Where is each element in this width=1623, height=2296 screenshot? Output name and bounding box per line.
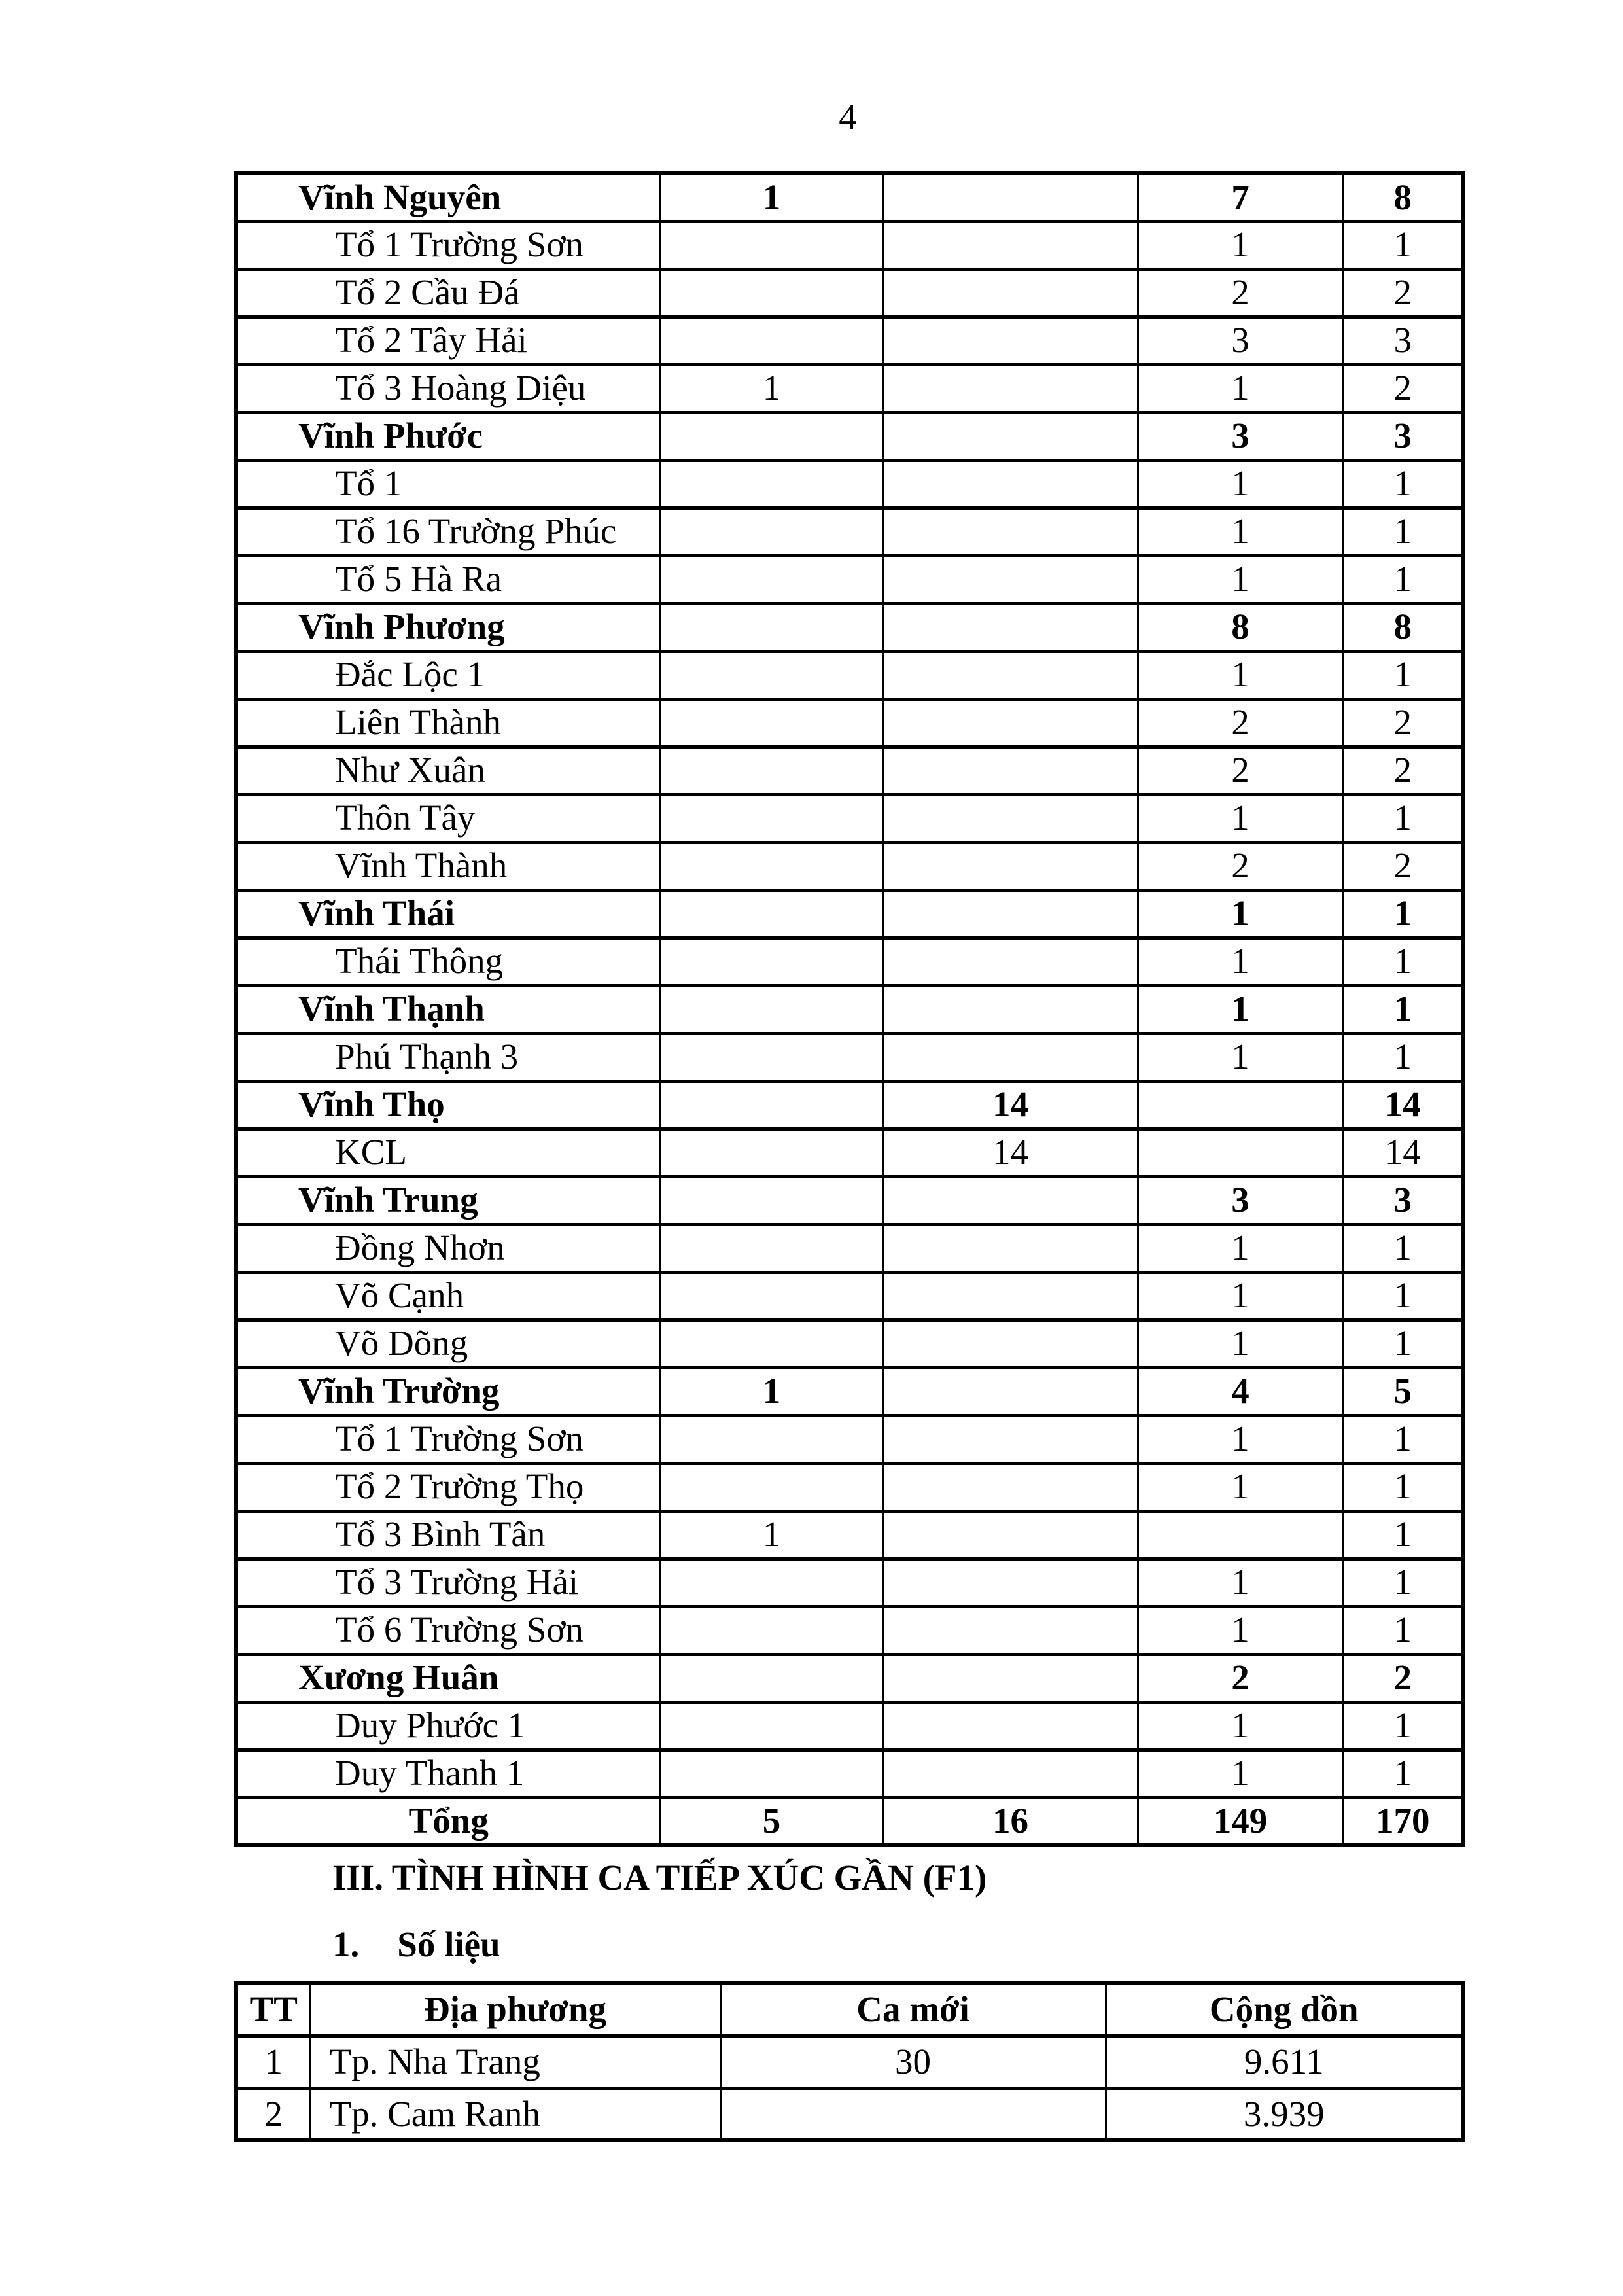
case-count-cell bbox=[883, 221, 1138, 269]
page-number: 4 bbox=[839, 97, 857, 137]
case-count-cell bbox=[883, 1654, 1138, 1702]
case-count-cell bbox=[1138, 1081, 1343, 1129]
row-index-cell: 1 bbox=[236, 2036, 310, 2088]
case-count-cell: 1 bbox=[660, 364, 883, 412]
case-count-cell bbox=[660, 412, 883, 460]
cumulative-cases-cell: 3.939 bbox=[1106, 2088, 1463, 2140]
f1-header-row bbox=[236, 1983, 1463, 2036]
case-count-cell: 1 bbox=[1138, 651, 1343, 699]
case-count-cell: 3 bbox=[1343, 412, 1463, 460]
case-count-cell: 3 bbox=[1138, 317, 1343, 364]
case-count-cell bbox=[883, 794, 1138, 842]
case-count-cell bbox=[660, 508, 883, 556]
case-count-cell bbox=[660, 747, 883, 794]
case-count-cell: 1 bbox=[1138, 985, 1343, 1033]
sub-area-row bbox=[236, 842, 1463, 890]
case-count-cell bbox=[660, 1606, 883, 1654]
case-count-cell bbox=[883, 1320, 1138, 1368]
case-count-cell: 1 bbox=[1138, 938, 1343, 985]
area-name-cell: Thái Thông bbox=[236, 938, 660, 985]
case-count-cell bbox=[883, 269, 1138, 317]
sub-area-row bbox=[236, 1559, 1463, 1606]
f1-header-cell: TT bbox=[236, 1983, 310, 2036]
ward-row bbox=[236, 1368, 1463, 1415]
case-count-cell bbox=[660, 1750, 883, 1797]
case-count-cell bbox=[883, 651, 1138, 699]
area-name-cell: Võ Dõng bbox=[236, 1320, 660, 1368]
area-name-cell: Tổ 3 Hoàng Diệu bbox=[236, 364, 660, 412]
sub-area-row bbox=[236, 794, 1463, 842]
case-count-cell: 1 bbox=[660, 1511, 883, 1559]
case-count-cell: 1 bbox=[1138, 221, 1343, 269]
area-name-cell: Tổ 1 Trường Sơn bbox=[236, 1415, 660, 1463]
area-name-cell: Tổ 2 Trường Thọ bbox=[236, 1463, 660, 1511]
case-count-cell: 5 bbox=[660, 1797, 883, 1845]
subsection-number: 1. bbox=[332, 1924, 360, 1964]
ward-row bbox=[236, 985, 1463, 1033]
case-count-cell bbox=[660, 603, 883, 651]
case-count-cell bbox=[883, 508, 1138, 556]
sub-area-row bbox=[236, 747, 1463, 794]
case-count-cell bbox=[660, 1559, 883, 1606]
case-count-cell bbox=[883, 1224, 1138, 1272]
case-count-cell: 1 bbox=[1343, 508, 1463, 556]
case-count-cell: 1 bbox=[1343, 651, 1463, 699]
case-count-cell bbox=[883, 556, 1138, 603]
case-count-cell bbox=[883, 699, 1138, 747]
case-count-cell: 2 bbox=[1138, 699, 1343, 747]
section-heading: III. TÌNH HÌNH CA TIẾP XÚC GẦN (F1) bbox=[332, 1858, 987, 1898]
case-count-cell bbox=[883, 1176, 1138, 1224]
case-count-cell: 1 bbox=[1138, 1463, 1343, 1511]
area-name-cell: Tổ 2 Cầu Đá bbox=[236, 269, 660, 317]
case-count-cell: 1 bbox=[1138, 1320, 1343, 1368]
case-count-cell: 1 bbox=[1138, 1415, 1343, 1463]
case-count-cell: 1 bbox=[1138, 1559, 1343, 1606]
case-count-cell: 1 bbox=[1138, 1606, 1343, 1654]
area-name-cell: Duy Phước 1 bbox=[236, 1702, 660, 1750]
ward-row bbox=[236, 1081, 1463, 1129]
area-name-cell: Vĩnh Thái bbox=[236, 890, 660, 938]
case-count-cell bbox=[883, 1272, 1138, 1320]
case-count-cell: 1 bbox=[1343, 890, 1463, 938]
case-count-cell bbox=[660, 1224, 883, 1272]
area-name-cell: Vĩnh Phước bbox=[236, 412, 660, 460]
area-name-cell: Võ Cạnh bbox=[236, 1272, 660, 1320]
case-count-cell bbox=[883, 890, 1138, 938]
case-count-cell: 1 bbox=[1138, 794, 1343, 842]
case-count-cell: 14 bbox=[883, 1129, 1138, 1176]
sub-area-row bbox=[236, 460, 1463, 508]
case-count-cell: 16 bbox=[883, 1797, 1138, 1845]
case-count-cell: 14 bbox=[1343, 1129, 1463, 1176]
sub-area-row bbox=[236, 508, 1463, 556]
case-count-cell: 1 bbox=[1343, 1415, 1463, 1463]
case-count-cell: 1 bbox=[1343, 221, 1463, 269]
case-count-cell: 1 bbox=[1343, 460, 1463, 508]
case-count-cell: 1 bbox=[1343, 938, 1463, 985]
sub-area-row bbox=[236, 1272, 1463, 1320]
case-count-cell bbox=[883, 1033, 1138, 1081]
case-count-cell: 1 bbox=[1343, 1272, 1463, 1320]
ward-row bbox=[236, 1176, 1463, 1224]
case-count-cell: 1 bbox=[660, 173, 883, 221]
sub-area-row bbox=[236, 1415, 1463, 1463]
f1-header-cell: Cộng dồn bbox=[1106, 1983, 1463, 2036]
case-count-cell bbox=[883, 985, 1138, 1033]
ward-row bbox=[236, 603, 1463, 651]
f1-row bbox=[236, 2036, 1463, 2088]
ward-row bbox=[236, 412, 1463, 460]
case-count-cell bbox=[660, 890, 883, 938]
case-count-cell: 14 bbox=[1343, 1081, 1463, 1129]
area-name-cell: Vĩnh Thọ bbox=[236, 1081, 660, 1129]
row-index-cell: 2 bbox=[236, 2088, 310, 2140]
area-name-cell: Tổ 1 bbox=[236, 460, 660, 508]
case-count-cell: 8 bbox=[1343, 603, 1463, 651]
case-count-cell bbox=[883, 747, 1138, 794]
case-count-cell: 5 bbox=[1343, 1368, 1463, 1415]
sub-area-row bbox=[236, 1702, 1463, 1750]
case-count-cell bbox=[660, 1654, 883, 1702]
f1-header-cell: Ca mới bbox=[720, 1983, 1106, 2036]
case-count-cell bbox=[883, 842, 1138, 890]
case-count-cell bbox=[660, 1176, 883, 1224]
case-count-cell bbox=[660, 699, 883, 747]
area-name-cell: Thôn Tây bbox=[236, 794, 660, 842]
case-count-cell bbox=[883, 173, 1138, 221]
case-count-cell: 7 bbox=[1138, 173, 1343, 221]
case-count-cell: 2 bbox=[1343, 269, 1463, 317]
ward-row bbox=[236, 173, 1463, 221]
f1-header-cell: Địa phương bbox=[310, 1983, 720, 2036]
subsection-title: Số liệu bbox=[397, 1924, 500, 1964]
case-count-cell: 1 bbox=[1138, 508, 1343, 556]
case-count-cell bbox=[883, 412, 1138, 460]
sub-area-row bbox=[236, 1463, 1463, 1511]
case-count-cell bbox=[883, 317, 1138, 364]
case-count-cell: 3 bbox=[1343, 1176, 1463, 1224]
case-count-cell: 2 bbox=[1343, 842, 1463, 890]
area-name-cell: Tổng bbox=[236, 1797, 660, 1845]
case-count-cell bbox=[1138, 1129, 1343, 1176]
case-count-cell bbox=[660, 460, 883, 508]
sub-area-row bbox=[236, 1511, 1463, 1559]
case-count-cell bbox=[660, 1033, 883, 1081]
area-case-table-body bbox=[236, 173, 1463, 1845]
case-count-cell bbox=[660, 1320, 883, 1368]
sub-area-row bbox=[236, 651, 1463, 699]
case-count-cell: 2 bbox=[1138, 269, 1343, 317]
case-count-cell: 1 bbox=[1138, 890, 1343, 938]
case-count-cell bbox=[883, 938, 1138, 985]
area-name-cell: Duy Thanh 1 bbox=[236, 1750, 660, 1797]
f1-table bbox=[234, 1981, 1465, 2142]
sub-area-row bbox=[236, 1320, 1463, 1368]
case-count-cell: 1 bbox=[1138, 460, 1343, 508]
case-count-cell: 2 bbox=[1138, 747, 1343, 794]
case-count-cell bbox=[883, 364, 1138, 412]
case-count-cell bbox=[660, 1129, 883, 1176]
case-count-cell bbox=[660, 651, 883, 699]
area-name-cell: Tổ 3 Bình Tân bbox=[236, 1511, 660, 1559]
case-count-cell bbox=[660, 221, 883, 269]
case-count-cell bbox=[660, 269, 883, 317]
area-name-cell: Tổ 6 Trường Sơn bbox=[236, 1606, 660, 1654]
case-count-cell: 3 bbox=[1343, 317, 1463, 364]
case-count-cell: 1 bbox=[1343, 985, 1463, 1033]
area-name-cell: Xương Huân bbox=[236, 1654, 660, 1702]
area-name-cell: Vĩnh Trung bbox=[236, 1176, 660, 1224]
case-count-cell: 1 bbox=[1343, 794, 1463, 842]
case-count-cell: 1 bbox=[1138, 1702, 1343, 1750]
total-row bbox=[236, 1797, 1463, 1845]
case-count-cell: 2 bbox=[1343, 364, 1463, 412]
sub-area-row bbox=[236, 1129, 1463, 1176]
area-name-cell: Đắc Lộc 1 bbox=[236, 651, 660, 699]
area-name-cell: Tổ 5 Hà Ra bbox=[236, 556, 660, 603]
area-name-cell: KCL bbox=[236, 1129, 660, 1176]
locality-cell: Tp. Nha Trang bbox=[310, 2036, 720, 2088]
case-count-cell: 1 bbox=[1138, 556, 1343, 603]
case-count-cell bbox=[660, 1463, 883, 1511]
case-count-cell: 1 bbox=[1138, 1750, 1343, 1797]
sub-area-row bbox=[236, 317, 1463, 364]
case-count-cell bbox=[883, 1750, 1138, 1797]
case-count-cell: 1 bbox=[1138, 1033, 1343, 1081]
sub-area-row bbox=[236, 269, 1463, 317]
case-count-cell bbox=[883, 1511, 1138, 1559]
sub-area-row bbox=[236, 699, 1463, 747]
case-count-cell bbox=[660, 317, 883, 364]
sub-area-row bbox=[236, 221, 1463, 269]
case-count-cell bbox=[883, 1559, 1138, 1606]
case-count-cell: 1 bbox=[1138, 364, 1343, 412]
case-count-cell: 1 bbox=[1343, 1463, 1463, 1511]
case-count-cell bbox=[660, 938, 883, 985]
f1-row bbox=[236, 2088, 1463, 2140]
case-count-cell: 2 bbox=[1138, 1654, 1343, 1702]
case-count-cell bbox=[660, 1415, 883, 1463]
case-count-cell bbox=[883, 460, 1138, 508]
new-cases-cell: 30 bbox=[720, 2036, 1106, 2088]
area-name-cell: Phú Thạnh 3 bbox=[236, 1033, 660, 1081]
case-count-cell: 1 bbox=[1343, 1033, 1463, 1081]
case-count-cell: 2 bbox=[1138, 842, 1343, 890]
case-count-cell: 170 bbox=[1343, 1797, 1463, 1845]
case-count-cell: 3 bbox=[1138, 1176, 1343, 1224]
area-case-table bbox=[234, 171, 1465, 1847]
case-count-cell bbox=[660, 1081, 883, 1129]
area-name-cell: Tổ 2 Tây Hải bbox=[236, 317, 660, 364]
case-count-cell bbox=[883, 603, 1138, 651]
sub-area-row bbox=[236, 1224, 1463, 1272]
ward-row bbox=[236, 890, 1463, 938]
case-count-cell: 2 bbox=[1343, 699, 1463, 747]
case-count-cell bbox=[883, 1368, 1138, 1415]
case-count-cell bbox=[883, 1702, 1138, 1750]
case-count-cell: 1 bbox=[1138, 1224, 1343, 1272]
area-name-cell: Tổ 3 Trường Hải bbox=[236, 1559, 660, 1606]
new-cases-cell bbox=[720, 2088, 1106, 2140]
case-count-cell: 149 bbox=[1138, 1797, 1343, 1845]
sub-area-row bbox=[236, 556, 1463, 603]
area-name-cell: Như Xuân bbox=[236, 747, 660, 794]
ward-row bbox=[236, 1654, 1463, 1702]
cumulative-cases-cell: 9.611 bbox=[1106, 2036, 1463, 2088]
case-count-cell: 1 bbox=[1343, 1224, 1463, 1272]
f1-table-body bbox=[236, 2036, 1463, 2140]
sub-area-row bbox=[236, 938, 1463, 985]
area-name-cell: Liên Thành bbox=[236, 699, 660, 747]
case-count-cell bbox=[660, 556, 883, 603]
case-count-cell: 1 bbox=[1138, 1272, 1343, 1320]
sub-area-row bbox=[236, 1606, 1463, 1654]
case-count-cell: 1 bbox=[1343, 1559, 1463, 1606]
case-count-cell: 1 bbox=[1343, 1750, 1463, 1797]
case-count-cell: 1 bbox=[1343, 1606, 1463, 1654]
case-count-cell: 3 bbox=[1138, 412, 1343, 460]
sub-area-row bbox=[236, 1033, 1463, 1081]
case-count-cell bbox=[660, 842, 883, 890]
sub-area-row bbox=[236, 1750, 1463, 1797]
area-name-cell: Vĩnh Nguyên bbox=[236, 173, 660, 221]
case-count-cell: 1 bbox=[1343, 1320, 1463, 1368]
area-name-cell: Đồng Nhơn bbox=[236, 1224, 660, 1272]
subsection-heading bbox=[332, 1924, 500, 1965]
area-name-cell: Vĩnh Thành bbox=[236, 842, 660, 890]
area-name-cell: Vĩnh Trường bbox=[236, 1368, 660, 1415]
case-count-cell: 1 bbox=[660, 1368, 883, 1415]
case-count-cell: 14 bbox=[883, 1081, 1138, 1129]
case-count-cell bbox=[660, 1272, 883, 1320]
case-count-cell: 1 bbox=[1343, 556, 1463, 603]
case-count-cell bbox=[660, 1702, 883, 1750]
case-count-cell: 8 bbox=[1343, 173, 1463, 221]
area-name-cell: Tổ 16 Trường Phúc bbox=[236, 508, 660, 556]
case-count-cell: 1 bbox=[1343, 1702, 1463, 1750]
case-count-cell: 2 bbox=[1343, 747, 1463, 794]
case-count-cell bbox=[1138, 1511, 1343, 1559]
case-count-cell bbox=[660, 794, 883, 842]
area-name-cell: Vĩnh Thạnh bbox=[236, 985, 660, 1033]
case-count-cell bbox=[883, 1415, 1138, 1463]
case-count-cell bbox=[883, 1463, 1138, 1511]
case-count-cell: 4 bbox=[1138, 1368, 1343, 1415]
case-count-cell: 1 bbox=[1343, 1511, 1463, 1559]
area-name-cell: Vĩnh Phương bbox=[236, 603, 660, 651]
sub-area-row bbox=[236, 364, 1463, 412]
area-name-cell: Tổ 1 Trường Sơn bbox=[236, 221, 660, 269]
locality-cell: Tp. Cam Ranh bbox=[310, 2088, 720, 2140]
case-count-cell bbox=[660, 985, 883, 1033]
case-count-cell bbox=[883, 1606, 1138, 1654]
case-count-cell: 8 bbox=[1138, 603, 1343, 651]
case-count-cell: 2 bbox=[1343, 1654, 1463, 1702]
